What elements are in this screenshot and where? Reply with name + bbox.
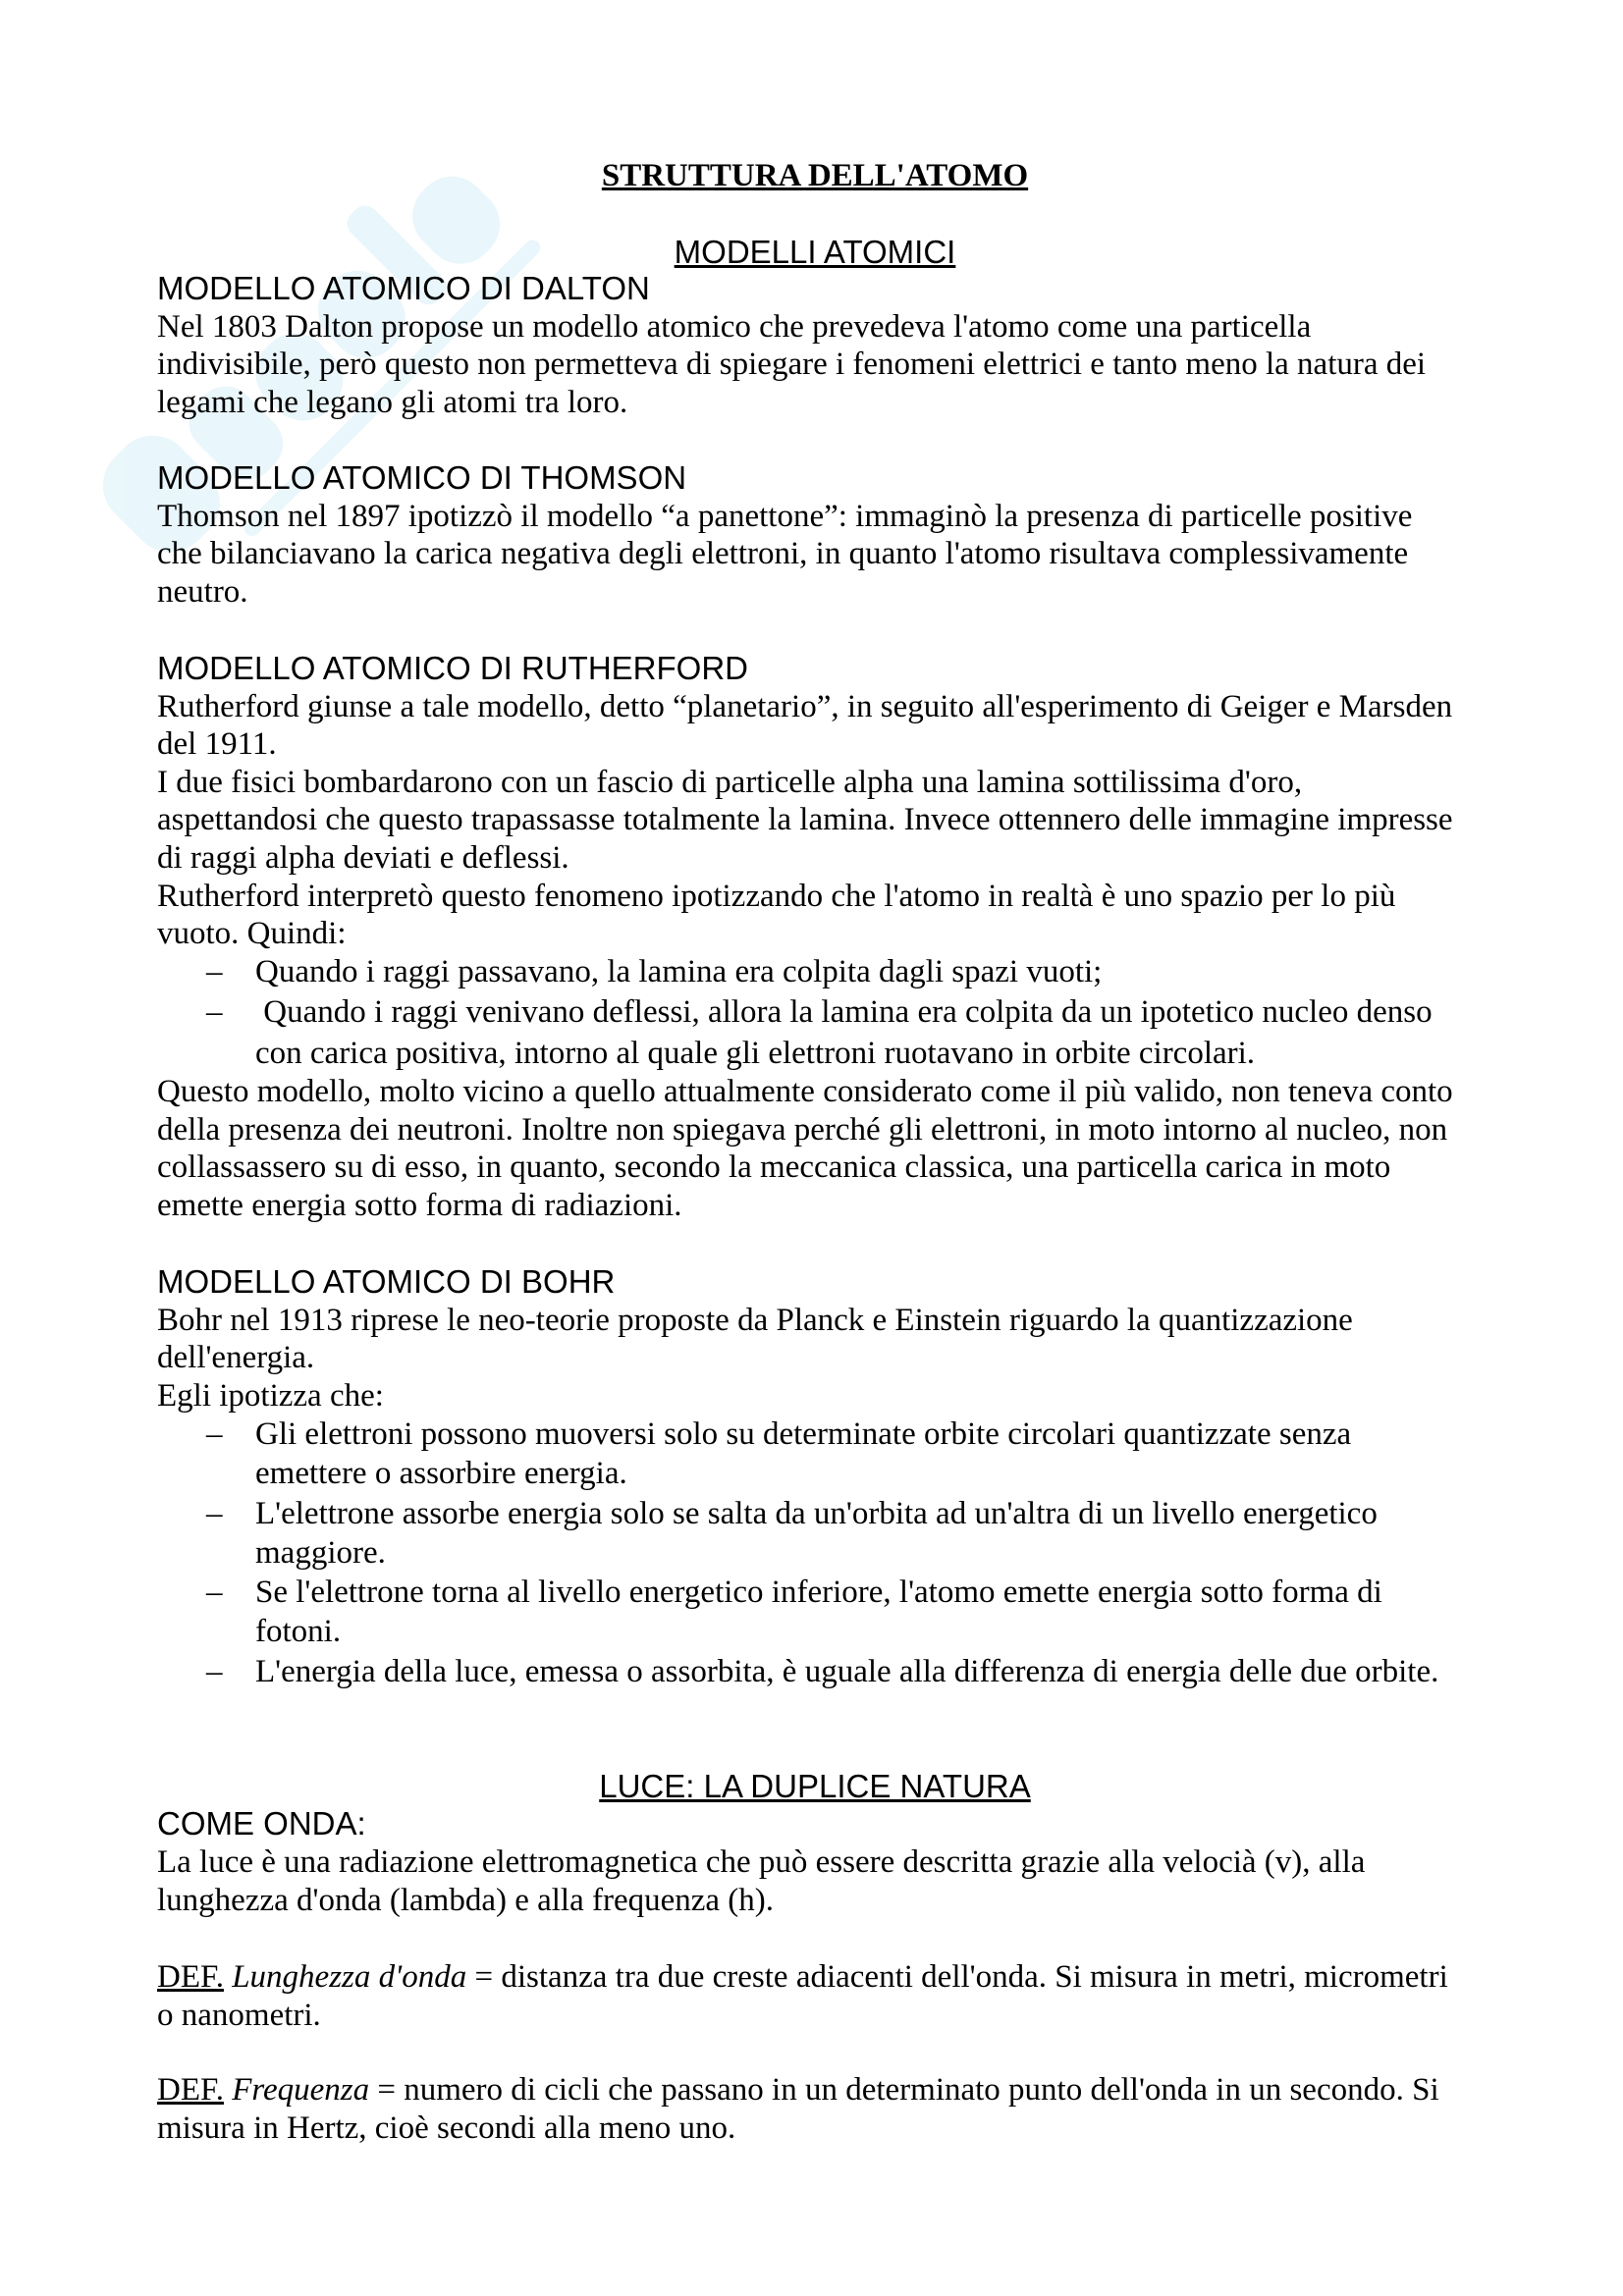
body-line: Questo modello, molto vicino a quello attualmente considerato come il più valido, non teneva conto [157, 1074, 1453, 1109]
list-item [157, 1652, 1512, 1691]
body-line: indivisibile, però questo non permetteva di spiegare i fenomeni elettrici e tanto meno la natura dei [157, 347, 1427, 383]
body-line: Nel 1803 Dalton propose un modello atomico che prevedeva l'atomo come una particella [157, 308, 1312, 345]
definition-line [157, 2071, 1512, 2109]
list-item-text: emettere o assorbire energia. [255, 1456, 627, 1492]
body-line: lunghezza d'onda (lambda) e alla frequenza (h). [157, 1883, 775, 1919]
definition-line [157, 1958, 1512, 1997]
list-item-text: Se l'elettrone torna al livello energetico inferiore, l'atomo emette energia sotto forma di [255, 1575, 1382, 1611]
list-dash-icon: – [206, 994, 223, 1031]
section-heading-luce: LUCE: LA DUPLICE NATURA [599, 1768, 1031, 1804]
definition-lunghezza-onda [157, 1958, 1512, 2034]
body-line: Rutherford interpretò questo fenomeno ipotizzando che l'atomo in realtà è uno spazio per lo più [157, 878, 1396, 914]
rutherford-list [157, 952, 1512, 1074]
definition-text: misura in Hertz, cioè secondi alla meno uno. [157, 2109, 736, 2146]
body-line: Bohr nel 1913 riprese le neo-teorie proposte da Planck e Einstein riguardo la quantizzazione [157, 1302, 1353, 1338]
bohr-section [157, 1263, 1512, 1415]
body-line: della presenza dei neutroni. Inoltre non spiegava perché gli elettroni, in moto intorno al nucleo, non [157, 1111, 1448, 1148]
subsection-heading: MODELLO ATOMICO DI THOMSON [157, 459, 687, 496]
section-heading-modelli-atomici: MODELLI ATOMICI [674, 234, 956, 270]
body-line: del 1911. [157, 726, 277, 763]
body-line: che bilanciavano la carica negativa degli elettroni, in quanto l'atomo risultava complessivamente [157, 536, 1409, 572]
definition-text: o nanometri. [157, 1997, 321, 2033]
list-item-text: L'elettrone assorbe energia solo se salta da un'orbita ad un'altra di un livello energetico [255, 1495, 1378, 1531]
body-line: di raggi alpha deviati e deflessi. [157, 839, 569, 876]
list-item-text: fotoni. [255, 1614, 342, 1650]
body-line: Rutherford giunse a tale modello, detto “planetario”, in seguito all'esperimento di Geiger e Marsden [157, 688, 1453, 724]
come-onda-section [157, 1804, 1512, 1921]
body-line: legami che legano gli atomi tra loro. [157, 384, 628, 420]
body-line: Thomson nel 1897 ipotizzò il modello “a panettone”: immaginò la presenza di particelle positive [157, 498, 1413, 534]
thomson-section [157, 459, 1512, 611]
list-item-text: L'energia della luce, emessa o assorbita, è uguale alla differenza di energia delle due orbite. [255, 1653, 1439, 1689]
list-item [157, 1573, 1512, 1652]
list-item [157, 992, 1512, 1074]
dalton-section [157, 270, 1512, 421]
list-dash-icon: – [206, 1575, 223, 1611]
list-item-text: con carica positiva, intorno al quale gli elettroni ruotavano in orbite circolari. [255, 1035, 1256, 1071]
body-line: I due fisici bombardarono con un fascio di particelle alpha una lamina sottilissima d'oro, [157, 764, 1303, 800]
subsection-heading: MODELLO ATOMICO DI BOHR [157, 1263, 616, 1300]
list-item [157, 1415, 1512, 1494]
body-line: emette energia sotto forma di radiazioni. [157, 1187, 682, 1223]
subsection-heading: MODELLO ATOMICO DI RUTHERFORD [157, 650, 748, 686]
definition-label: DEF. [157, 2072, 224, 2108]
rutherford-section [157, 650, 1512, 953]
definition-text: = numero di cicli che passano in un determinato punto dell'onda in un secondo. Si [369, 2072, 1439, 2108]
list-dash-icon: – [206, 1653, 223, 1689]
list-item-text: Quando i raggi passavano, la lamina era colpita dagli spazi vuoti; [255, 954, 1103, 989]
body-line: dell'energia. [157, 1340, 315, 1376]
body-line: collassassero su di esso, in quanto, secondo la meccanica classica, una particella carica in moto [157, 1149, 1391, 1186]
list-dash-icon: – [206, 954, 223, 989]
body-line: La luce è una radiazione elettromagnetica che può essere descritta grazie alla velocià (v), alla [157, 1843, 1366, 1880]
definition-label: DEF. [157, 1959, 224, 1995]
list-item [157, 952, 1512, 992]
document-title: STRUTTURA DELL'ATOMO [601, 158, 1029, 193]
bohr-list [157, 1415, 1512, 1691]
list-item-text: Quando i raggi venivano deflessi, allora la lamina era colpita da un ipotetico nucleo denso [255, 994, 1433, 1031]
subsection-heading: MODELLO ATOMICO DI DALTON [157, 270, 650, 306]
definition-term: Lunghezza d'onda [232, 1959, 467, 1995]
body-line: neutro. [157, 573, 248, 610]
subsection-heading: COME ONDA: [157, 1805, 366, 1842]
list-item-text: maggiore. [255, 1534, 386, 1571]
definition-term: Frequenza [232, 2072, 370, 2108]
list-dash-icon: – [206, 1416, 223, 1452]
body-line: aspettandosi che questo trapassasse totalmente la lamina. Invece ottennero delle immagine impresse [157, 802, 1453, 838]
list-dash-icon: – [206, 1495, 223, 1531]
list-item [157, 1494, 1512, 1574]
list-item-text: Gli elettroni possono muoversi solo su determinate orbite circolari quantizzate senza [255, 1416, 1352, 1452]
definition-frequenza [157, 2071, 1512, 2147]
body-line: Egli ipotizza che: [157, 1377, 384, 1414]
definition-text: = distanza tra due creste adiacenti dell'onda. Si misura in metri, micrometri [466, 1959, 1448, 1995]
rutherford-conclusion [157, 1073, 1512, 1224]
body-line: vuoto. Quindi: [157, 916, 347, 952]
